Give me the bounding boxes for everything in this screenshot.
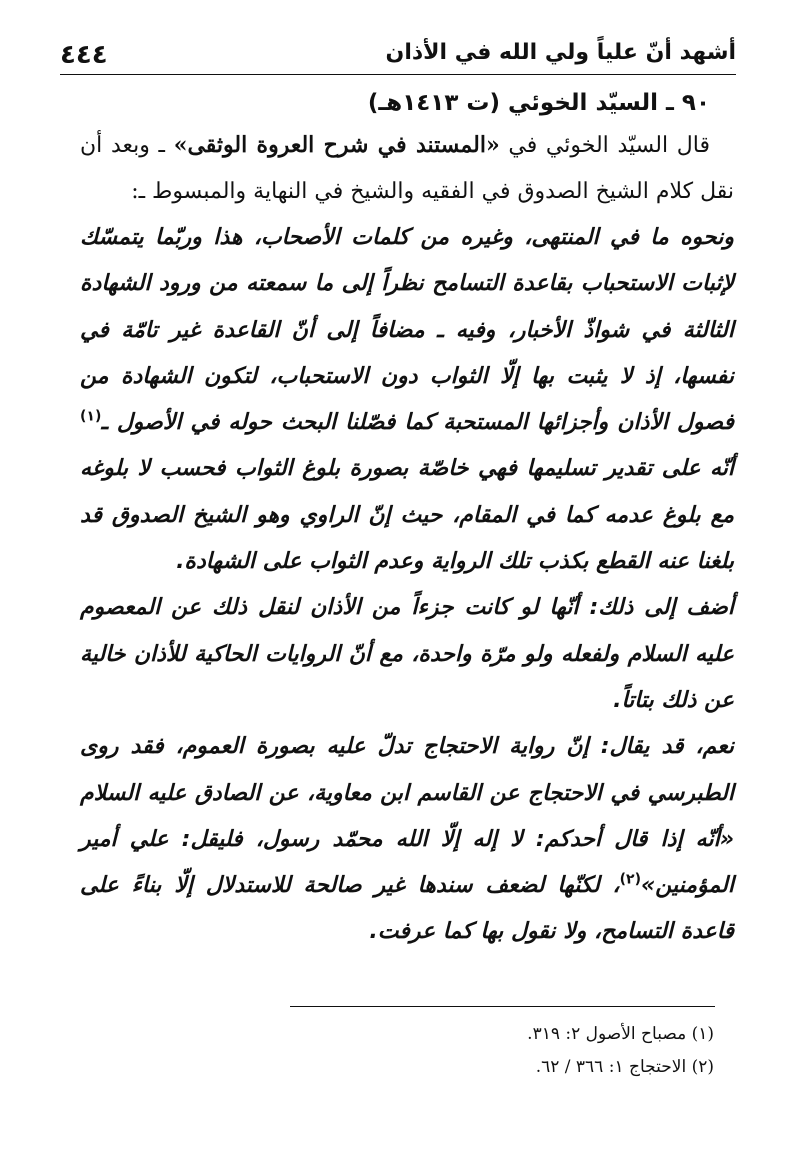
footnote-reference-2: (٢) — [619, 871, 641, 888]
quote-text: ، لكنّها لضعف سندها غير صالحة للاستدلال إلّا بناءً على قاعدة التسامح، ولا نقول بها كما عرفت. — [80, 873, 734, 945]
quote-text: ونحوه ما في المنتهى، وغيره من كلمات الأصحاب، هذا وربّما يتمسّك لإثبات الاستحباب بقاعدة التسامح نظراً إلى ما سمعته من ورود الشهادة الثالثة في شواذّ الأخبار، وفيه ـ مضافاً إلى أنّ القاعدة غير تامّة في نفسها، إذ لا يثبت بها إلّا الثواب دون الاستحباب، لتكون الشهادة من فصول الأذان وأجزائها المستحبة كما فصّلنا البحث حوله في الأصول ـ — [80, 225, 734, 436]
footnote-2: (٢) الاحتجاج ١: ٣٦٦ / ٦٢. — [535, 1057, 714, 1077]
page-number: ٤٤٤ — [60, 40, 108, 70]
footnote-reference-1: (١) — [80, 408, 102, 425]
quote-paragraph-1 — [80, 215, 734, 585]
quote-text: نعم، قد يقال: إنّ رواية الاحتجاج تدلّ عليه بصورة العموم، فقد روى الطبرسي في الاحتجاج عن القاسم ابن معاوية، عن الصادق عليه السلام «أنّه إذا قال أحدكم: لا إله إلّا الله محمّد رسول، فليقل: علي أمير المؤمنين» — [80, 734, 734, 899]
quote-text: أنّه على تقدير تسليمها فهي خاصّة بصورة بلوغ الثواب فحسب لا بلوغه مع بلوغ عدمه كما في المقام، حيث إنّ الراوي وهو الشيخ الصدوق قد بلغنا عنه القطع بكذب تلك الرواية وعدم الثواب على الشهادة. — [80, 456, 734, 575]
footnotes — [527, 1018, 714, 1084]
quote-paragraph-3 — [80, 724, 734, 955]
footnote-rule — [290, 1006, 715, 1007]
running-header — [60, 30, 736, 74]
footnote-1: (١) مصباح الأصول ٢: ٣١٩. — [527, 1024, 714, 1044]
intro-paragraph — [80, 122, 734, 215]
header-rule — [60, 74, 736, 75]
section-heading: ٩٠ ـ السيّد الخوئي (ت ١٤١٣هـ) — [367, 90, 710, 116]
main-text — [80, 84, 734, 956]
running-title: أشهد أنّ علياً ولي الله في الأذان — [385, 40, 736, 65]
quote-paragraph-2: أضف إلى ذلك: أنّها لو كانت جزءاً من الأذان لنقل ذلك عن المعصوم عليه السلام ولفعله ولو مرّة واحدة، مع أنّ الروايات الحاكية للأذان خالية عن ذلك بتاتاً. — [80, 595, 734, 713]
intro-text-before: قال السيّد الخوئي في — [499, 133, 710, 158]
intro-text-after: ـ وبعد أن نقل كلام الشيخ الصدوق في الفقيه والشيخ في النهاية والمبسوط ـ: — [80, 133, 734, 204]
book-title: «المستند في شرح العروة الوثقى» — [173, 132, 500, 158]
